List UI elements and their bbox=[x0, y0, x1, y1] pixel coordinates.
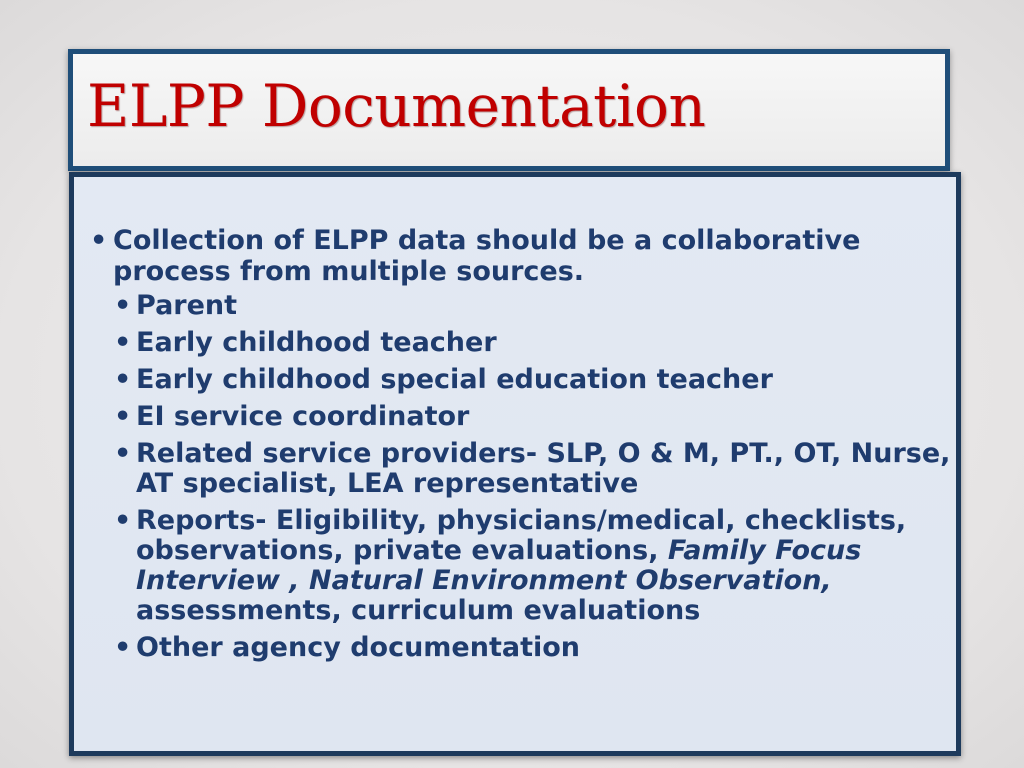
sub-bullet-reports bbox=[113, 506, 954, 626]
sub-bullet-other-agency: • Other agency documentation bbox=[113, 633, 954, 663]
sub-bullet-ecse-teacher: • Early childhood special education teacher bbox=[113, 365, 954, 395]
sub-bullet-ei-coordinator: • EI service coordinator bbox=[113, 402, 954, 432]
bullet-main bbox=[84, 225, 954, 663]
sub-bullet-parent: • Parent bbox=[113, 291, 954, 321]
sub-bullet-list bbox=[113, 291, 954, 663]
bullet-list bbox=[84, 225, 954, 670]
sub-bullet-ec-teacher: • Early childhood teacher bbox=[113, 328, 954, 358]
slide-title: ELPP Documentation bbox=[87, 72, 706, 140]
bullet-main-text: Collection of ELPP data should be a collaborative process from multiple sources. bbox=[113, 225, 861, 287]
title-box bbox=[68, 49, 950, 171]
reports-italic-text: Family Focus Interview , Natural Environment Observation, bbox=[136, 535, 862, 596]
reports-text-1: Reports- Eligibility, physicians/medical, checklists, observations, private evaluations, bbox=[136, 505, 907, 566]
content-box bbox=[69, 172, 961, 756]
sub-bullet-related-providers: • Related service providers- SLP, O & M, PT., OT, Nurse, AT specialist, LEA representative bbox=[113, 439, 954, 499]
reports-text-2: assessments, curriculum evaluations bbox=[136, 595, 701, 626]
